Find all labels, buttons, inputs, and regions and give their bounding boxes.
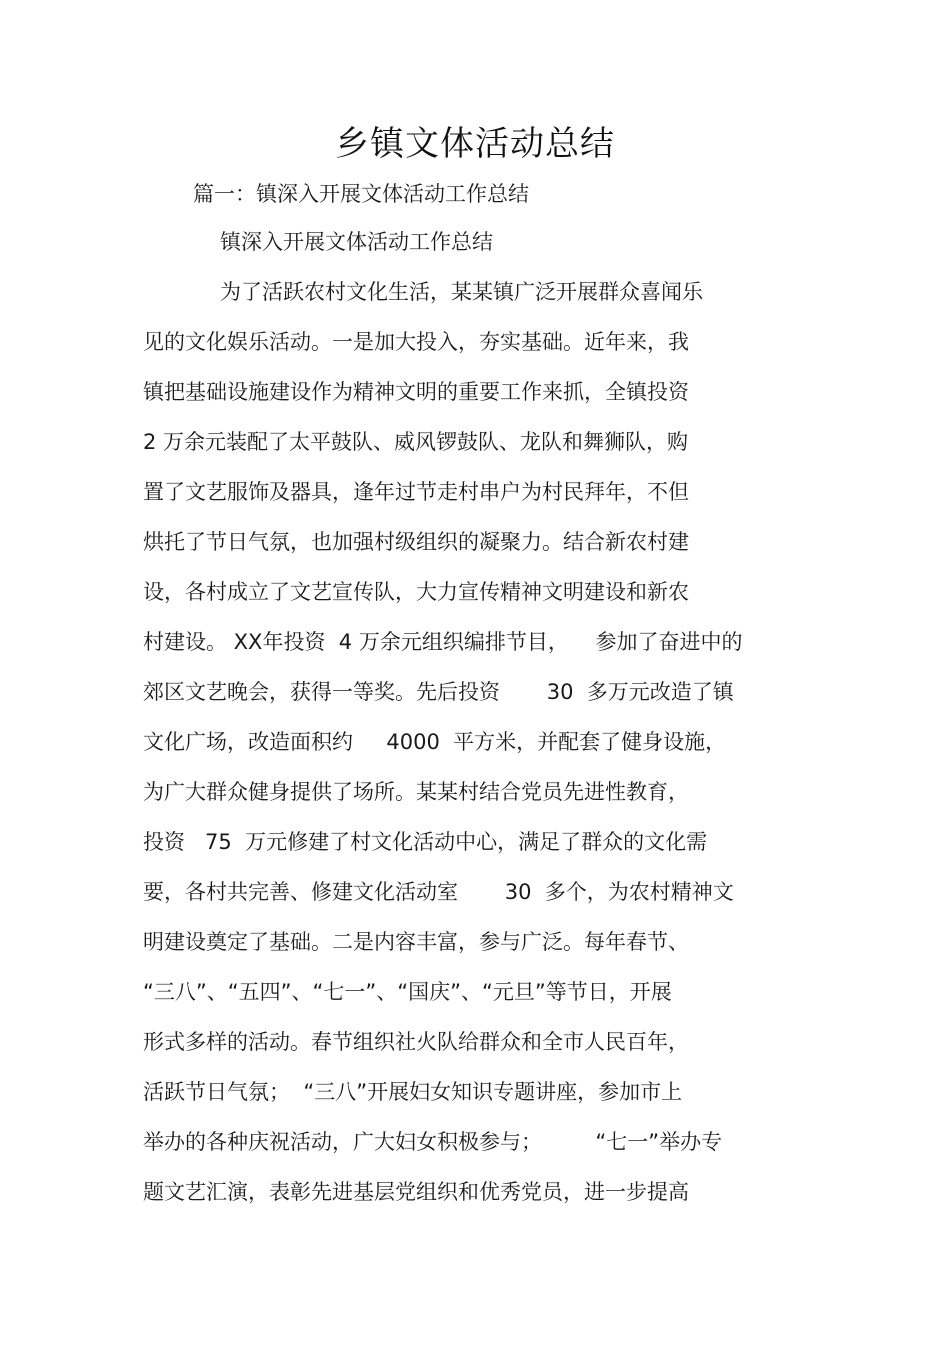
paragraph-line: 为了活跃农村文化生活，某某镇广泛开展群众喜闻乐	[220, 280, 703, 304]
paragraph-line: 形式多样的活动。春节组织社火队给群众和全市人民百年，	[143, 1030, 689, 1054]
paragraph-line: 置了文艺服饰及器具，逢年过节走村串户为村民拜年，不但	[143, 480, 689, 504]
paragraph-line: 题文艺汇演，表彰先进基层党组织和优秀党员，进一步提高	[143, 1180, 689, 1204]
paragraph-line: 投资 75 万元修建了村文化活动中心，满足了群众的文化需	[143, 830, 708, 854]
paragraph-line: 文化广场，改造面积约 4000 平方米，并配套了健身设施，	[143, 730, 727, 754]
paragraph-line: 见的文化娱乐活动。一是加大投入，夯实基础。近年来，我	[143, 330, 689, 354]
paragraph-line: 要，各村共完善、修建文化活动室 30 多个，为农村精神文	[143, 880, 734, 904]
chapter-heading: 篇一：镇深入开展文体活动工作总结	[193, 182, 529, 206]
paragraph-line: 为广大群众健身提供了场所。某某村结合党员先进性教育，	[143, 780, 689, 804]
paragraph-line: “三八”、“五四”、“七一”、“国庆”、“元旦”等节日，开展	[143, 980, 672, 1004]
section-heading: 镇深入开展文体活动工作总结	[220, 230, 493, 254]
paragraph-line: 活跃节日气氛； “三八”开展妇女知识专题讲座，参加市上	[143, 1080, 683, 1104]
paragraph-line: 郊区文艺晚会，获得一等奖。先后投资 30 多万元改造了镇	[143, 680, 734, 704]
body-text	[143, 272, 803, 1222]
paragraph-line: 设，各村成立了文艺宣传队，大力宣传精神文明建设和新农	[143, 580, 689, 604]
paragraph-line: 明建设奠定了基础。二是内容丰富，参与广泛。每年春节、	[143, 930, 689, 954]
paragraph-line: 烘托了节日气氛，也加强村级组织的凝聚力。结合新农村建	[143, 530, 689, 554]
paragraph-line: 2 万余元装配了太平鼓队、威风锣鼓队、龙队和舞狮队，购	[143, 430, 689, 454]
paragraph-line: 举办的各种庆祝活动，广大妇女积极参与； “七一”举办专	[143, 1130, 723, 1154]
paragraph-line: 村建设。 XX年投资 4 万余元组织编排节目， 参加了奋进中的	[143, 630, 743, 654]
document-title: 乡镇文体活动总结	[335, 124, 615, 164]
paragraph-line: 镇把基础设施建设作为精神文明的重要工作来抓，全镇投资	[143, 380, 689, 404]
